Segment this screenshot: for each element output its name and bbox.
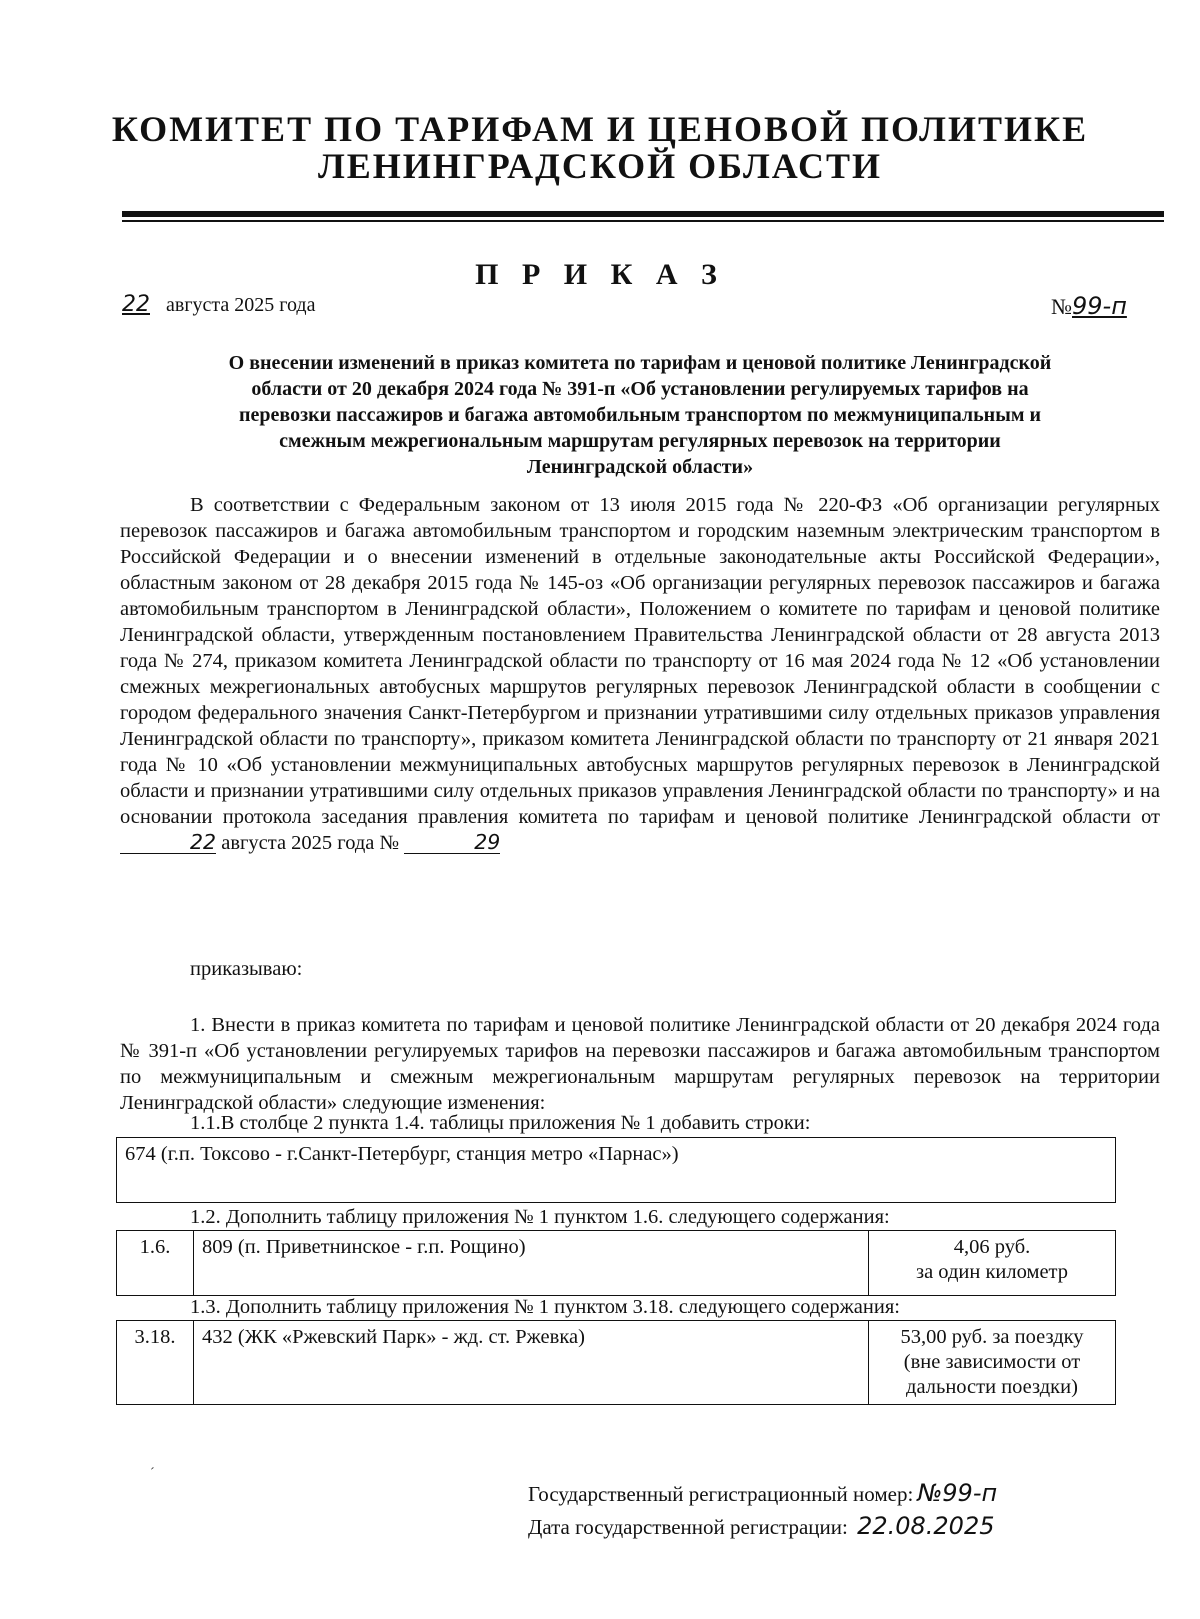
- order-date: [122, 292, 315, 317]
- registration-date-line: [528, 1510, 997, 1543]
- registration-number-label: Государственный регистрационный номер:: [528, 1482, 914, 1506]
- price-line: за один километр: [915, 1261, 1069, 1283]
- order-number-handwritten: 99-п: [1072, 292, 1127, 320]
- registration-date-handwritten: 22.08.2025: [857, 1512, 995, 1540]
- order-number: [1051, 292, 1152, 320]
- subject-line: смежным межрегиональным маршрутам регулярных перевозок на территории: [279, 430, 1001, 452]
- price-line: дальности поездки): [906, 1376, 1078, 1398]
- header-rule-thin: [122, 220, 1164, 222]
- item-number-cell: 3.18.: [117, 1321, 194, 1405]
- registration-date-label: Дата государственной регистрации:: [528, 1515, 848, 1539]
- subject-line: области от 20 декабря 2024 года № 391-п «Об установлении регулируемых тарифов на: [251, 378, 1029, 400]
- registration-number-handwritten: №99-п: [917, 1479, 998, 1507]
- committee-title-line1: КОМИТЕТ ПО ТАРИФАМ И ЦЕНОВОЙ ПОЛИТИКЕ: [111, 109, 1089, 149]
- item1-paragraph: 1. Внести в приказ комитета по тарифам и ценовой политике Ленинградской области от 20 декабря 2024 года № 391-п «Об установлении регулируемых тарифов на перевозки пассажиров и багажа автомобильным транспортом по межмуниципальным и смежным межрегиональным маршрутам регулярных перевозок на территории Ленинградской области» следующие изменения:: [120, 1014, 1160, 1114]
- subject-line: О внесении изменений в приказ комитета по тарифам и ценовой политике Ленинградской: [228, 352, 1052, 374]
- order-number-prefix: №: [1051, 294, 1072, 319]
- registration-block: [528, 1477, 997, 1543]
- price-cell: [869, 1231, 1116, 1296]
- price-line: 4,06 руб.: [953, 1236, 1031, 1258]
- subject-line: Ленинградской области»: [526, 456, 754, 478]
- registration-number-line: [528, 1477, 997, 1510]
- order-word: приказываю:: [190, 958, 303, 980]
- order-subject: [120, 350, 1160, 480]
- item1-2-table: [116, 1230, 1116, 1296]
- item1-3-table: [116, 1320, 1116, 1405]
- committee-title-line2: ЛЕНИНГРАДСКОЙ ОБЛАСТИ: [317, 146, 883, 186]
- scan-artifact-mark: ´: [150, 1466, 155, 1481]
- route-cell: 674 (г.п. Токсово - г.Санкт-Петербург, станция метро «Парнас»): [117, 1138, 1116, 1203]
- price-line: (вне зависимости от: [903, 1351, 1081, 1373]
- subject-line: перевозки пассажиров и багажа автомобильным транспортом по межмуниципальным и: [239, 404, 1041, 426]
- item1-3-text: 1.3. Дополнить таблицу приложения № 1 пунктом 3.18. следующего содержания:: [190, 1296, 900, 1318]
- order-title: П Р И К А З: [475, 258, 725, 291]
- item1-1-table: [116, 1137, 1116, 1203]
- preamble-from-word: от: [1141, 806, 1161, 828]
- item1-2-text: 1.2. Дополнить таблицу приложения № 1 пунктом 1.6. следующего содержания:: [190, 1206, 890, 1228]
- preamble-paragraph: [120, 492, 1160, 856]
- item-number-cell: 1.6.: [117, 1231, 194, 1296]
- route-cell: 809 (п. Приветнинское - г.п. Рощино): [194, 1231, 869, 1296]
- order-date-rest: августа 2025 года: [166, 294, 316, 316]
- route-cell: 432 (ЖК «Ржевский Парк» - жд. ст. Ржевка): [194, 1321, 869, 1405]
- protocol-number-handwritten: 29: [404, 831, 500, 854]
- protocol-day-handwritten: 22: [120, 831, 216, 854]
- preamble-text: В соответствии с Федеральным законом от 13 июля 2015 года № 220-ФЗ «Об организации регулярных перевозок пассажиров и багажа автомобильным транспортом и городским наземным электрическим транспортом в Российской Федерации и о внесении изменений в отдельные законодательные акты Российской Федерации», областным законом от 28 декабря 2015 года № 145-оз «Об организации регулярных перевозок пассажиров и багажа автомобильным транспортом в Ленинградской области», Положением о комитете по тарифам и ценовой политике Ленинградской области, утвержденным постановлением Правительства Ленинградской области от 28 августа 2013 года № 274, приказом комитета Ленинградской области по транспорту от 16 мая 2024 года № 12 «Об установлении смежных межрегиональных автобусных маршрутов регулярных перевозок Ленинградской области в сообщении с городом федерального значения Санкт-Петербургом и признании утратившими силу отдельных приказов управления Ленинградской области по транспорту», приказом комитета Ленинградской области по транспорту от 21 января 2021 года № 10 «Об установлении межмуниципальных автобусных маршрутов регулярных перевозок в Ленинградской области и признании утратившими силу отдельных приказов управления Ленинградской области по транспорту» и на основании протокола заседания правления комитета по тарифам и ценовой политике Ленинградской области: [120, 494, 1160, 828]
- item1-1-text: 1.1.В столбце 2 пункта 1.4. таблицы приложения № 1 добавить строки:: [190, 1112, 811, 1134]
- protocol-date-rest: августа 2025 года №: [221, 832, 400, 854]
- price-cell: [869, 1321, 1116, 1405]
- header-rule-thick: [122, 211, 1164, 217]
- table-row: [117, 1231, 1116, 1296]
- order-date-day-handwritten: 22: [122, 292, 150, 317]
- price-line: 53,00 руб. за поездку: [900, 1326, 1084, 1348]
- table-row: [117, 1321, 1116, 1405]
- table-row: [117, 1138, 1116, 1203]
